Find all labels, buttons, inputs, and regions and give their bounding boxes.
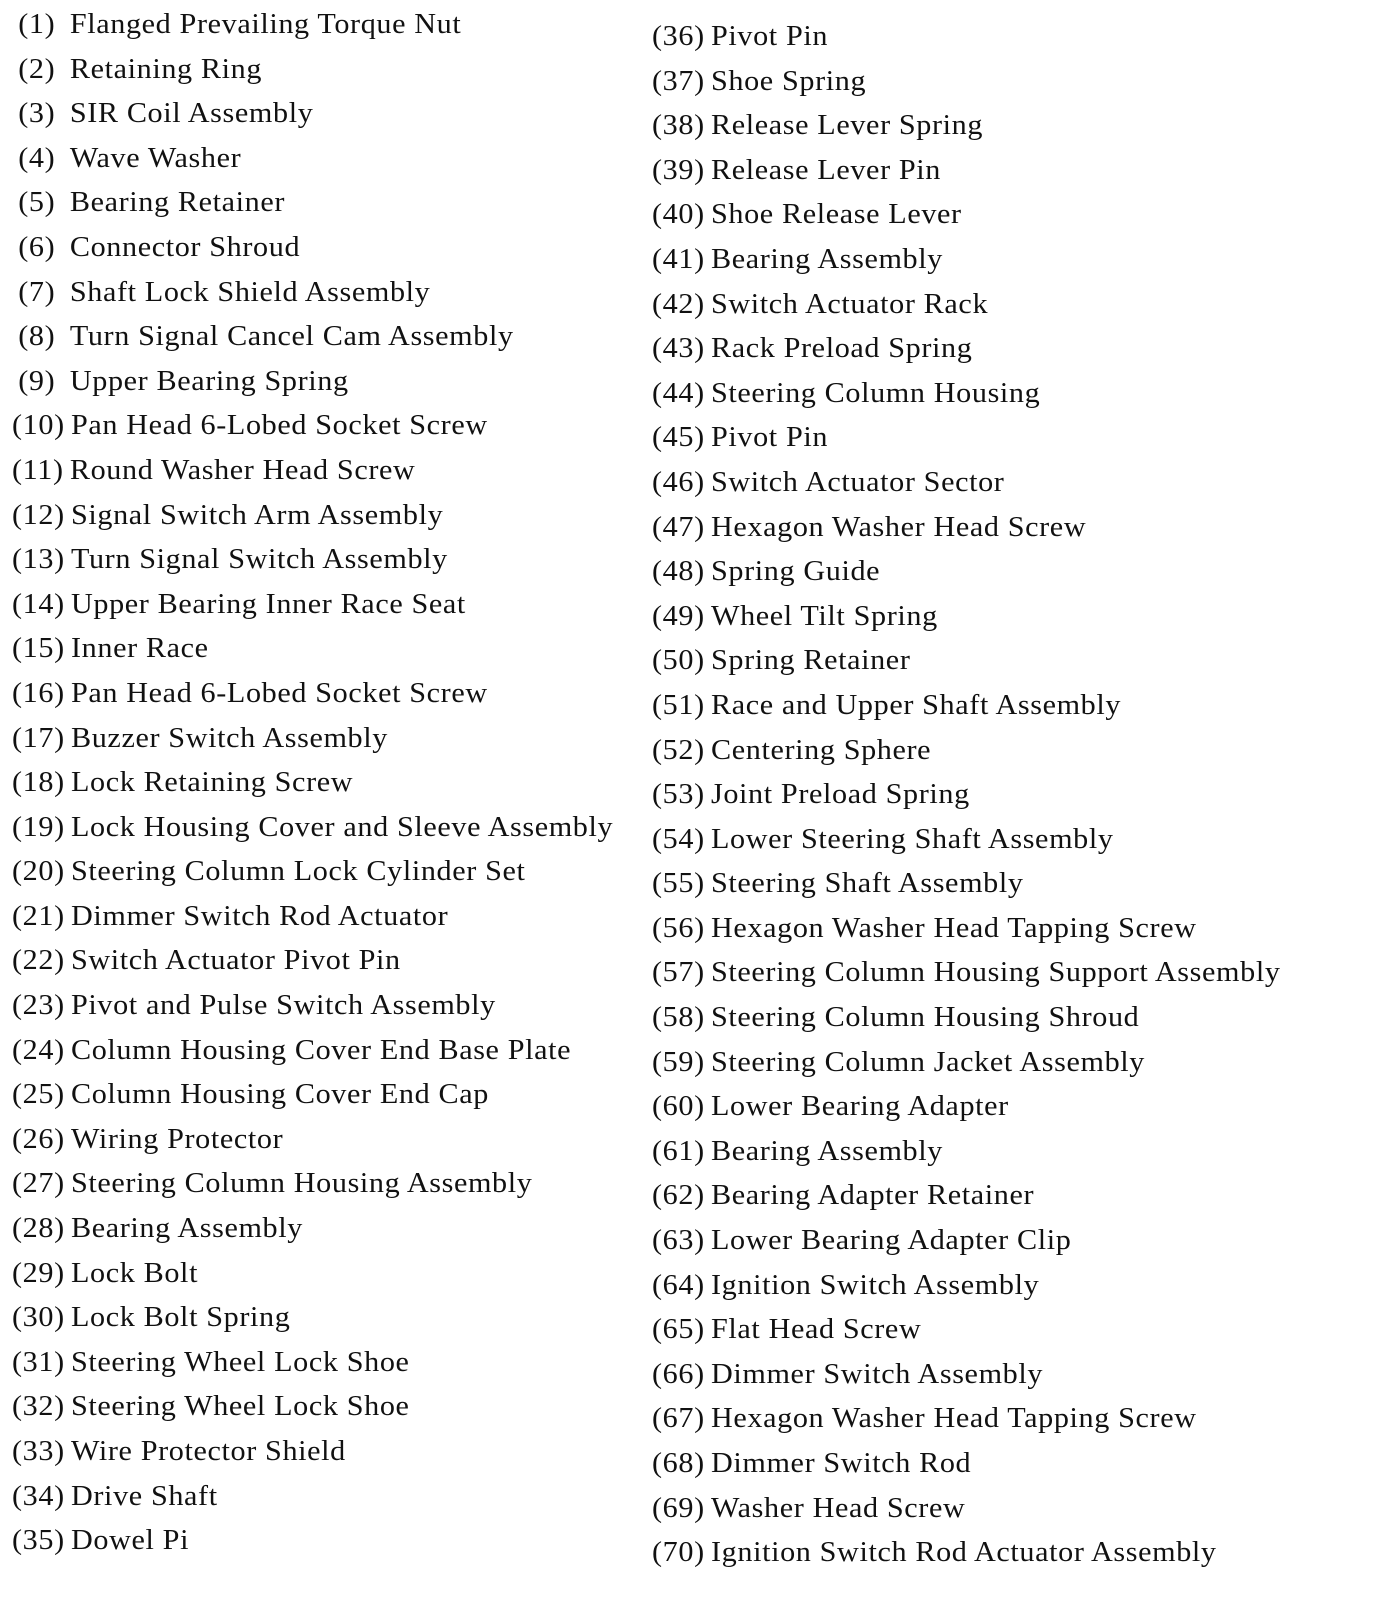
part-name: Joint Preload Spring [710, 778, 970, 811]
part-name: Spring Guide [710, 555, 881, 588]
part-number: (5) [18, 186, 56, 219]
part-number: (34) [12, 1479, 65, 1512]
part-name: Steering Wheel Lock Shoe [70, 1390, 410, 1423]
part-number: (54) [652, 822, 705, 855]
list-item [652, 1443, 1376, 1488]
list-item [652, 1042, 1376, 1087]
part-number: (33) [12, 1435, 65, 1467]
list-item [12, 1520, 678, 1565]
part-number: (55) [652, 867, 705, 900]
part-number: (17) [12, 721, 65, 754]
part-name: Dowel Pi [70, 1524, 190, 1557]
list-item [12, 1208, 678, 1253]
part-number: (59) [652, 1045, 705, 1078]
list-item [12, 940, 678, 985]
part-name: Wheel Tilt Spring [710, 599, 938, 632]
part-number: (58) [652, 1001, 705, 1034]
part-name: Lower Bearing Adapter Clip [710, 1224, 1072, 1257]
part-name: Upper Bearing Spring [69, 364, 349, 397]
list-item [652, 1086, 1376, 1131]
part-name: Washer Head Screw [710, 1491, 966, 1524]
part-number: (69) [652, 1491, 705, 1524]
part-name: Column Housing Cover End Cap [70, 1078, 489, 1111]
part-number: (12) [12, 498, 65, 531]
part-number: (62) [652, 1179, 705, 1212]
part-name: Shaft Lock Shield Assembly [69, 275, 431, 308]
part-name: Spring Retainer [710, 644, 911, 677]
part-name: Bearing Adapter Retainer [710, 1179, 1035, 1212]
list-item [652, 1532, 1376, 1577]
part-number: (51) [652, 688, 705, 721]
part-number: (56) [652, 911, 705, 944]
part-number: (40) [652, 198, 705, 231]
part-number: (57) [652, 956, 705, 989]
part-name: Dimmer Switch Rod Actuator [70, 899, 449, 932]
list-item [12, 1163, 678, 1208]
list-item [652, 417, 1376, 462]
part-number: (53) [652, 778, 705, 811]
list-item [12, 450, 678, 495]
part-name: Hexagon Washer Head Tapping Screw [710, 911, 1197, 944]
list-item [652, 1354, 1376, 1399]
list-item [652, 61, 1376, 106]
part-name: Hexagon Washer Head Tapping Screw [710, 1402, 1197, 1435]
part-number: (1) [18, 8, 56, 40]
list-item [12, 718, 678, 763]
part-name: Pan Head 6-Lobed Socket Screw [70, 409, 488, 442]
list-item [12, 1431, 678, 1476]
part-name: Dimmer Switch Assembly [710, 1357, 1044, 1390]
parts-list-right-column [652, 16, 1372, 1577]
part-name: Lock Bolt [70, 1256, 199, 1289]
part-name: Turn Signal Cancel Cam Assembly [69, 320, 514, 353]
list-item [652, 150, 1376, 195]
part-number: (42) [652, 287, 705, 320]
part-number: (43) [652, 332, 705, 365]
part-number: (47) [652, 510, 705, 543]
part-number: (64) [652, 1268, 705, 1301]
part-number: (49) [652, 599, 705, 632]
part-number: (7) [18, 275, 56, 308]
part-name: Steering Column Housing [710, 376, 1041, 409]
part-name: Drive Shaft [70, 1479, 218, 1512]
list-item [12, 405, 678, 450]
part-name: Steering Column Lock Cylinder Set [70, 855, 526, 888]
part-number: (52) [652, 733, 705, 766]
part-name: Wiring Protector [70, 1122, 284, 1155]
part-name: Release Lever Spring [710, 109, 984, 142]
list-item [12, 1030, 678, 1075]
part-name: Pivot Pin [710, 20, 829, 52]
part-name: Upper Bearing Inner Race Seat [70, 587, 466, 620]
part-name: Inner Race [70, 632, 209, 665]
part-number: (66) [652, 1357, 705, 1390]
part-number: (4) [18, 141, 56, 174]
list-item [12, 4, 678, 49]
list-item [652, 284, 1376, 329]
part-number: (18) [12, 766, 65, 799]
part-name: Column Housing Cover End Base Plate [70, 1033, 572, 1066]
part-name: Bearing Assembly [710, 1134, 943, 1167]
part-name: SIR Coil Assembly [69, 97, 314, 130]
part-name: Flat Head Screw [710, 1313, 922, 1346]
list-item [652, 952, 1376, 997]
part-name: Steering Column Housing Shroud [710, 1001, 1140, 1034]
part-name: Wave Washer [69, 141, 242, 174]
part-name: Pivot and Pulse Switch Assembly [70, 989, 496, 1022]
part-name: Bearing Retainer [69, 186, 286, 219]
list-item [12, 227, 678, 272]
list-item [652, 685, 1376, 730]
part-number: (70) [652, 1536, 705, 1569]
list-item [12, 1253, 678, 1298]
part-number: (35) [12, 1524, 65, 1557]
part-name: Hexagon Washer Head Screw [710, 510, 1087, 543]
list-item [652, 863, 1376, 908]
list-item [652, 596, 1376, 641]
part-number: (29) [12, 1256, 65, 1289]
part-number: (9) [18, 364, 56, 397]
part-name: Bearing Assembly [70, 1212, 303, 1245]
part-number: (2) [18, 52, 56, 85]
list-item [652, 997, 1376, 1042]
part-number: (38) [652, 109, 705, 142]
part-number: (13) [12, 543, 65, 576]
part-name: Signal Switch Arm Assembly [70, 498, 444, 531]
part-name: Switch Actuator Pivot Pin [70, 944, 401, 977]
part-name: Lower Bearing Adapter [710, 1090, 1009, 1123]
list-item [12, 1386, 678, 1431]
part-number: (36) [652, 20, 705, 52]
part-name: Lock Retaining Screw [70, 766, 354, 799]
part-number: (24) [12, 1033, 65, 1066]
part-number: (8) [18, 320, 56, 353]
part-number: (48) [652, 555, 705, 588]
list-item [652, 551, 1376, 596]
part-number: (23) [12, 989, 65, 1022]
part-number: (21) [12, 899, 65, 932]
part-number: (44) [652, 376, 705, 409]
list-item [12, 1342, 678, 1387]
list-item [652, 1131, 1376, 1176]
part-name: Pivot Pin [710, 421, 829, 454]
list-item [12, 985, 678, 1030]
list-item [652, 1488, 1376, 1533]
part-name: Shoe Release Lever [710, 198, 962, 231]
part-name: Retaining Ring [69, 52, 263, 85]
list-item [12, 762, 678, 807]
list-item [652, 105, 1376, 150]
part-name: Pan Head 6-Lobed Socket Screw [70, 676, 488, 709]
part-name: Turn Signal Switch Assembly [70, 543, 448, 576]
list-item [12, 182, 678, 227]
part-number: (39) [652, 153, 705, 186]
part-name: Rack Preload Spring [710, 332, 973, 365]
list-item [652, 730, 1376, 775]
part-name: Ignition Switch Assembly [710, 1268, 1040, 1301]
part-number: (45) [652, 421, 705, 454]
part-number: (65) [652, 1313, 705, 1346]
list-item [652, 194, 1376, 239]
list-item [652, 328, 1376, 373]
part-number: (6) [18, 230, 56, 263]
list-item [652, 1220, 1376, 1265]
list-item [652, 462, 1376, 507]
part-number: (67) [652, 1402, 705, 1435]
part-name: Lock Housing Cover and Sleeve Assembly [70, 810, 614, 843]
list-item [12, 138, 678, 183]
part-name: Release Lever Pin [710, 153, 942, 186]
part-number: (27) [12, 1167, 65, 1200]
part-number: (11) [12, 453, 64, 486]
part-number: (50) [652, 644, 705, 677]
list-item [12, 93, 678, 138]
list-item [12, 628, 678, 673]
part-name: Steering Column Jacket Assembly [710, 1045, 1145, 1078]
part-number: (3) [18, 97, 56, 130]
part-name: Ignition Switch Rod Actuator Assembly [710, 1536, 1217, 1569]
part-name: Round Washer Head Screw [69, 453, 416, 486]
list-item [12, 584, 678, 629]
list-item [12, 316, 678, 361]
list-item [652, 16, 1376, 61]
list-item [12, 495, 678, 540]
list-item [12, 539, 678, 584]
list-item [12, 1476, 678, 1521]
list-item [12, 851, 678, 896]
part-number: (37) [652, 64, 705, 97]
part-number: (28) [12, 1212, 65, 1245]
part-name: Race and Upper Shaft Assembly [710, 688, 1122, 721]
part-number: (60) [652, 1090, 705, 1123]
part-number: (46) [652, 465, 705, 498]
part-number: (16) [12, 676, 65, 709]
part-name: Bearing Assembly [710, 242, 943, 275]
list-item [652, 507, 1376, 552]
part-name: Centering Sphere [710, 733, 932, 766]
part-name: Steering Column Housing Support Assembly [710, 956, 1281, 989]
part-name: Buzzer Switch Assembly [70, 721, 388, 754]
list-item [652, 774, 1376, 819]
list-item [652, 908, 1376, 953]
list-item [12, 807, 678, 852]
part-name: Steering Column Housing Assembly [70, 1167, 533, 1200]
part-name: Switch Actuator Rack [710, 287, 989, 320]
parts-list-left-column [12, 4, 652, 1565]
part-number: (31) [12, 1345, 65, 1378]
list-item [652, 1309, 1376, 1354]
part-name: Flanged Prevailing Torque Nut [69, 8, 462, 40]
list-item [12, 361, 678, 406]
list-item [652, 1175, 1376, 1220]
list-item [652, 819, 1376, 864]
part-name: Wire Protector Shield [70, 1435, 346, 1467]
list-item [12, 673, 678, 718]
part-name: Lock Bolt Spring [70, 1301, 291, 1334]
part-number: (30) [12, 1301, 65, 1334]
part-name: Steering Wheel Lock Shoe [70, 1345, 410, 1378]
part-number: (41) [652, 242, 705, 275]
part-name: Lower Steering Shaft Assembly [710, 822, 1114, 855]
list-item [652, 373, 1376, 418]
part-number: (26) [12, 1122, 65, 1155]
list-item [12, 1119, 678, 1164]
list-item [12, 1074, 678, 1119]
list-item [12, 272, 678, 317]
list-item [12, 896, 678, 941]
part-number: (15) [12, 632, 65, 665]
part-number: (63) [652, 1224, 705, 1257]
list-item [652, 239, 1376, 284]
part-number: (22) [12, 944, 65, 977]
part-number: (61) [652, 1134, 705, 1167]
list-item [652, 1398, 1376, 1443]
part-number: (25) [12, 1078, 65, 1111]
part-number: (14) [12, 587, 65, 620]
part-name: Shoe Spring [710, 64, 867, 97]
list-item [652, 640, 1376, 685]
part-number: (20) [12, 855, 65, 888]
part-number: (19) [12, 810, 65, 843]
part-name: Switch Actuator Sector [710, 465, 1005, 498]
list-item [12, 49, 678, 94]
part-name: Connector Shroud [69, 230, 301, 263]
part-number: (10) [12, 409, 65, 442]
part-name: Dimmer Switch Rod [710, 1447, 972, 1479]
list-item [12, 1297, 678, 1342]
part-name: Steering Shaft Assembly [710, 867, 1024, 900]
list-item [652, 1265, 1376, 1310]
part-number: (68) [652, 1447, 705, 1479]
part-number: (32) [12, 1390, 65, 1423]
